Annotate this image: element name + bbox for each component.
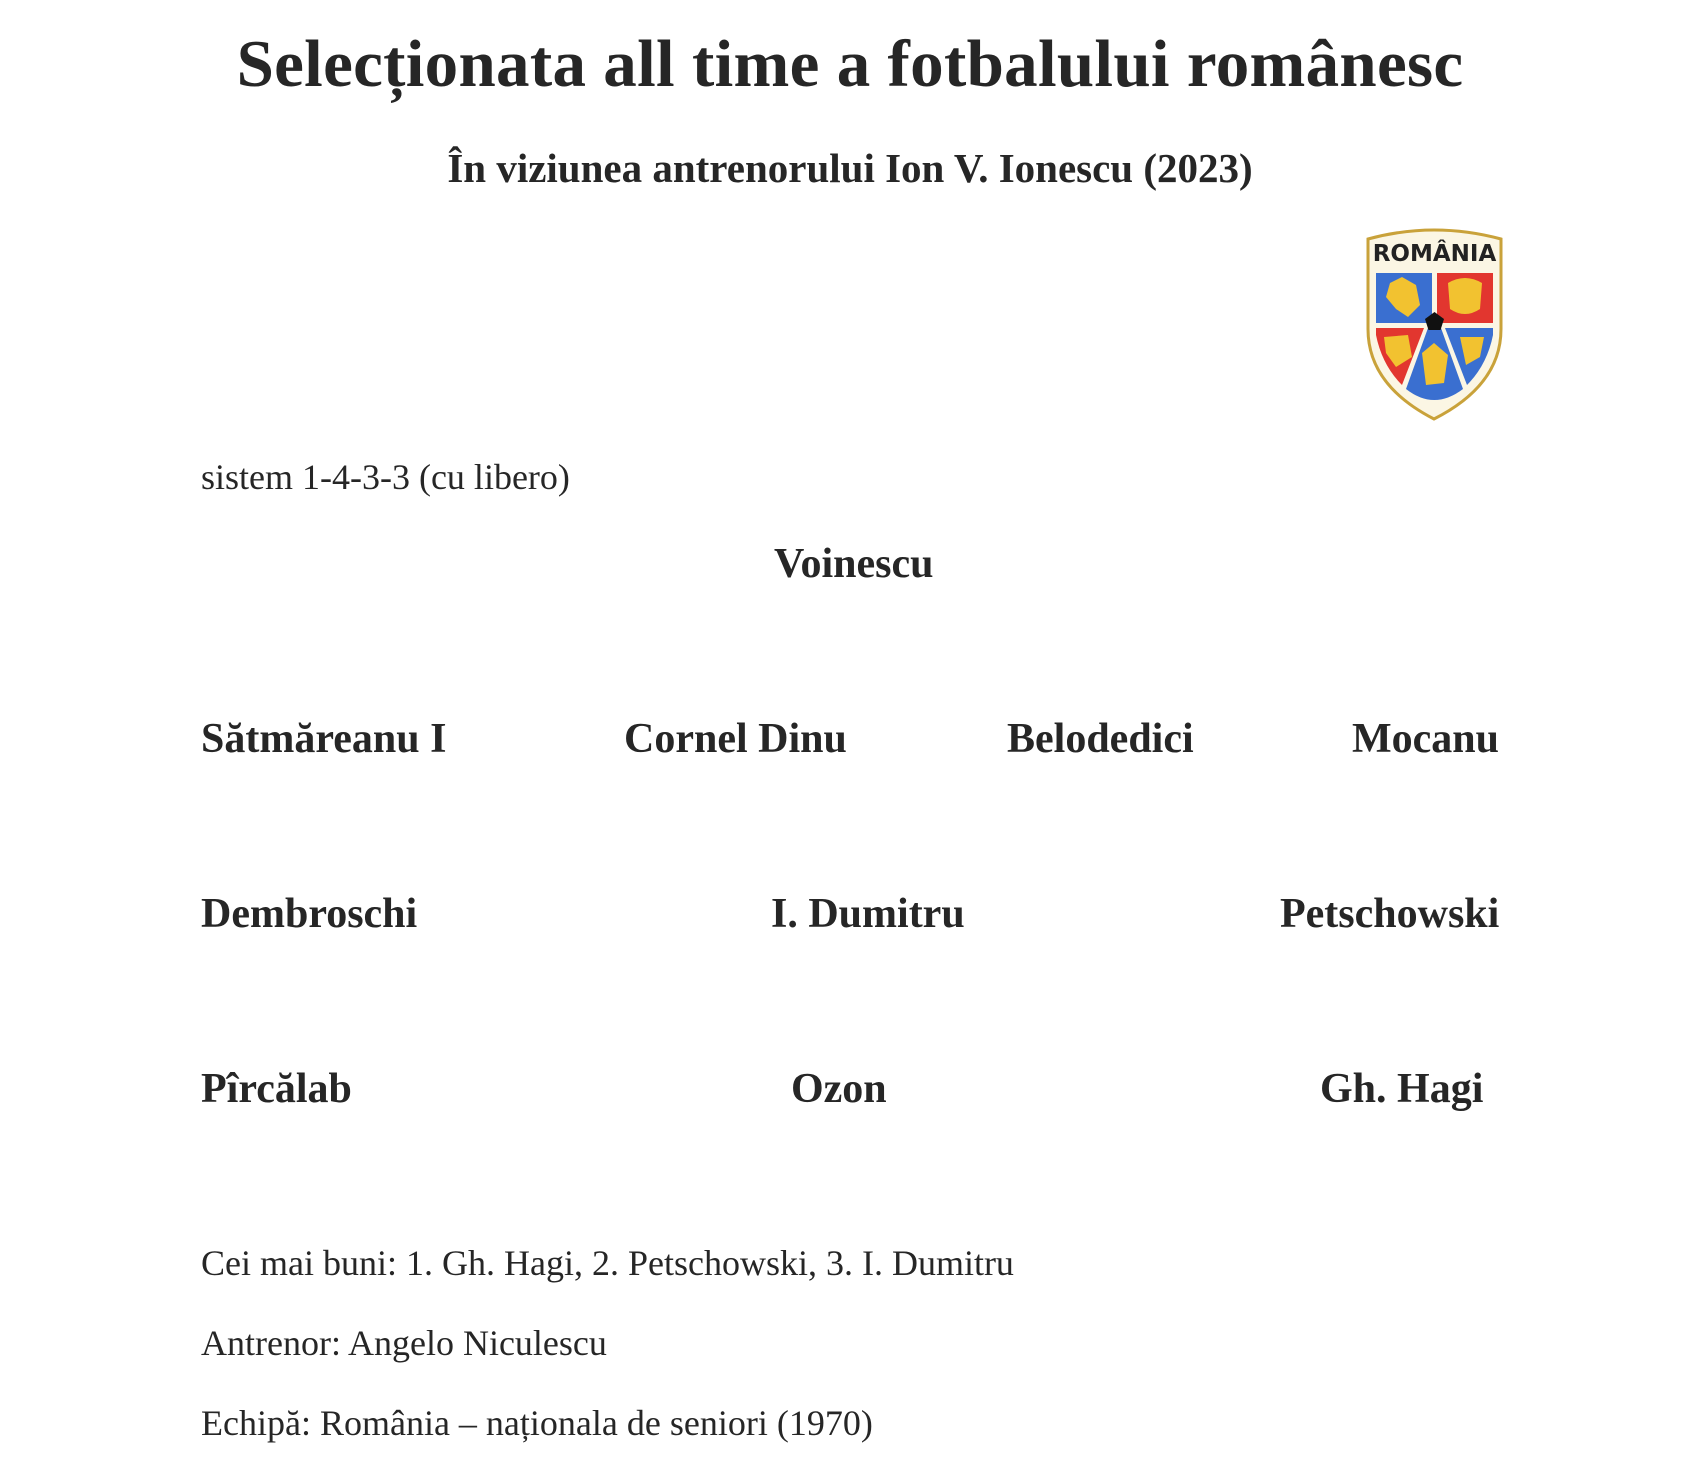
best-players: Cei mai buni: 1. Gh. Hagi, 2. Petschowski, 3. I. Dumitru bbox=[201, 1243, 1014, 1283]
page-subtitle: În viziunea antrenorului Ion V. Ionescu (2023) bbox=[447, 145, 1253, 191]
defender: Cornel Dinu bbox=[624, 716, 847, 762]
romania-crest-logo bbox=[1362, 225, 1507, 423]
coach: Antrenor: Angelo Niculescu bbox=[201, 1323, 607, 1363]
defender: Sătmăreanu I bbox=[201, 716, 447, 762]
forward: Gh. Hagi bbox=[1320, 1066, 1484, 1112]
goalkeeper: Voinescu bbox=[774, 541, 934, 587]
team: Echipă: România – naționala de seniori (1970) bbox=[201, 1403, 873, 1443]
forward: Pîrcălab bbox=[201, 1066, 352, 1112]
defender: Mocanu bbox=[1352, 716, 1499, 762]
page-title: Selecționata all time a fotbalului românesc bbox=[236, 27, 1464, 101]
formation-system: sistem 1-4-3-3 (cu libero) bbox=[201, 457, 570, 497]
forward: Ozon bbox=[791, 1066, 887, 1112]
crest-lettering: ROMÂNIA bbox=[1372, 241, 1497, 267]
midfielder: I. Dumitru bbox=[771, 891, 965, 937]
defender: Belodedici bbox=[1007, 716, 1194, 762]
midfielder: Dembroschi bbox=[201, 891, 418, 937]
midfielder: Petschowski bbox=[1280, 891, 1500, 937]
